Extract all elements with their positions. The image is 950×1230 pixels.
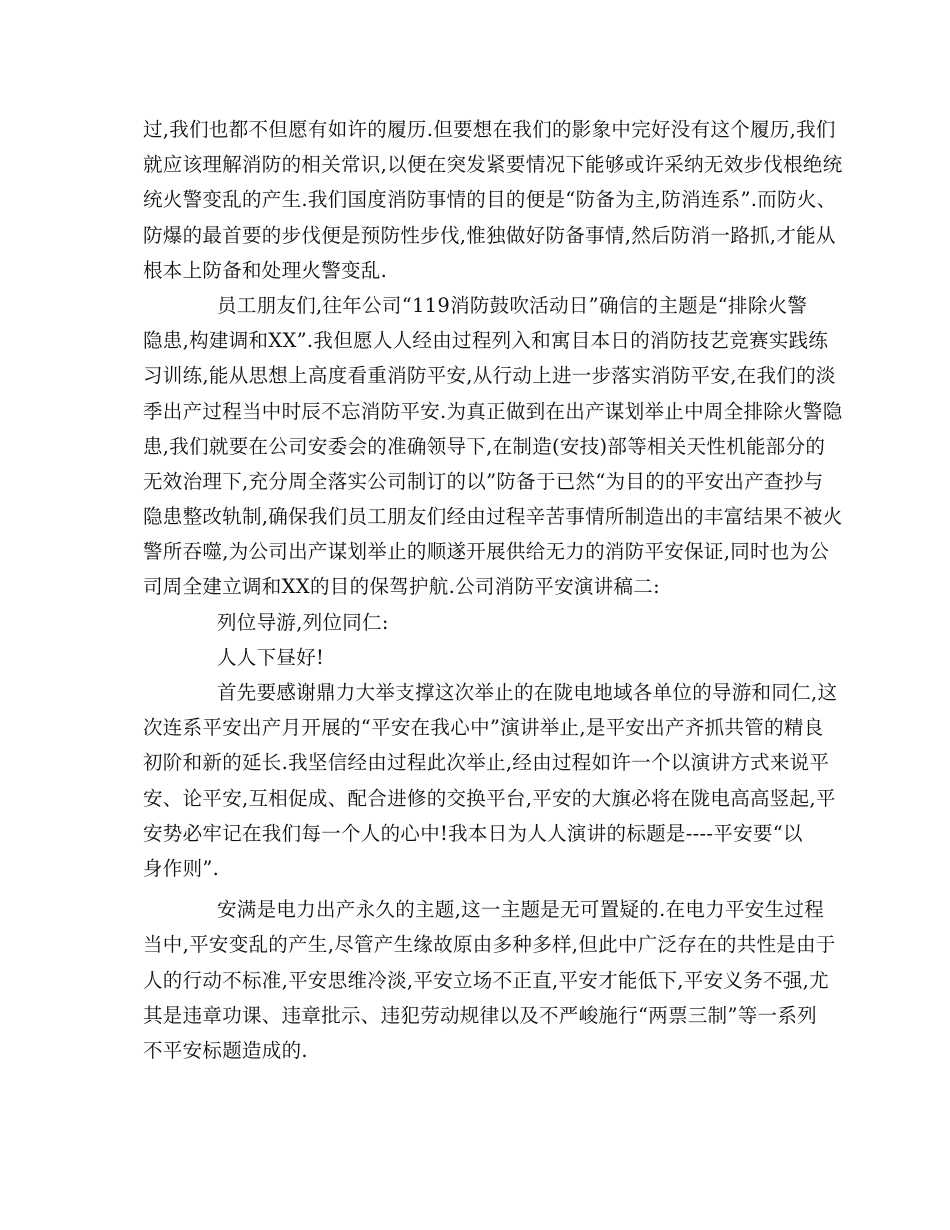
paragraph-6-line-4: 其是违章功课、违章批示、违犯劳动规律以及不严峻施行“两票三制”等一系列 — [143, 1003, 817, 1027]
paragraph-5-line-1: 首先要感谢鼎力大举支撑这次举止的在陇电地域各单位的导游和同仁,这 — [217, 681, 838, 704]
paragraph-2-line-8: 警所吞噬,为公司出产谋划举止的顺遂开展供给无力的消防平安保证,同时也为公 — [143, 540, 830, 564]
paragraph-5-line-3: 初阶和新的延长.我坚信经由过程此次举止,经由过程如许一个以演讲方式来说平 — [143, 751, 830, 775]
paragraph-5-line-2: 次连系平安出产月开展的“平安在我心中”演讲举止,是平安出产齐抓共管的精良 — [143, 716, 824, 740]
document-body — [143, 112, 843, 1068]
paragraph-1-line-4: 防爆的最首要的步伐便是预防性步伐,惟独做好防备事情,然后防消一路抓,才能从 — [143, 223, 836, 247]
paragraph-2-line-3: 习训练,能从思想上高度看重消防平安,从行动上进一步落实消防平安,在我们的淡 — [143, 364, 836, 388]
paragraph-5-line-5: 安势必牢记在我们每一个人的心中!我本日为人人演讲的标题是----平安要“以 — [143, 821, 803, 845]
paragraph-2-line-5: 患,我们就要在公司安委会的准确领导下,在制造(安技)部等相关天性机能部分的 — [143, 434, 826, 458]
paragraph-6-line-3: 人的行动不标准,平安思维冷淡,平安立场不正直,平安才能低下,平安义务不强,尤 — [143, 968, 829, 992]
paragraph-6-line-5: 不平安标题造成的. — [143, 1038, 308, 1062]
salutation-line: 列位导游,列位同仁: — [217, 610, 389, 634]
paragraph-6-line-1: 安满是电力出产永久的主题,这一主题是无可置疑的.在电力平安生过程 — [217, 898, 824, 922]
paragraph-5-line-4: 安、论平安,互相促成、配合进修的交换平台,平安的大旗必将在陇电高高竖起,平 — [143, 786, 836, 810]
paragraph-6-line-2: 当中,平安变乱的产生,尽管产生缘故原由多种多样,但此中广泛存在的共性是由于 — [143, 933, 836, 957]
paragraph-1-line-3: 统火警变乱的产生.我们国度消防事情的目的便是“防备为主,防消连系”.而防火、 — [143, 188, 837, 212]
paragraph-2-line-1: 员工朋友们,往年公司“119消防鼓吹活动日”确信的主题是“排除火警 — [217, 293, 808, 317]
paragraph-2-line-7: 隐患整改轨制,确保我们员工朋友们经由过程辛苦事情所制造出的丰富结果不被火 — [143, 505, 843, 529]
paragraph-1-line-5: 根本上防备和处理火警变乱. — [143, 258, 388, 282]
paragraph-2-line-4: 季出产过程当中时辰不忘消防平安.为真正做到在出产谋划举止中周全排除火警隐 — [143, 399, 843, 423]
paragraph-5-line-6: 身作则”. — [143, 856, 220, 880]
greeting-line: 人人下昼好! — [217, 645, 325, 669]
paragraph-1-line-1: 过,我们也都不但愿有如许的履历.但要想在我们的影象中完好没有这个履历,我们 — [143, 118, 836, 141]
paragraph-2-line-2: 隐患,构建调和XX”.我但愿人人经由过程列入和寓目本日的消防技艺竞赛实践练 — [143, 329, 829, 353]
paragraph-2-line-6: 无效治理下,充分周全落实公司制订的以”防备于已然“为目的的平安出产查抄与 — [143, 469, 824, 493]
paragraph-2-line-9: 司周全建立调和XX的目的保驾护航.公司消防平安演讲稿二: — [143, 575, 660, 599]
paragraph-1-line-2: 就应该理解消防的相关常识,以便在突发紧要情况下能够或许采纳无效步伐根绝统 — [143, 153, 843, 177]
